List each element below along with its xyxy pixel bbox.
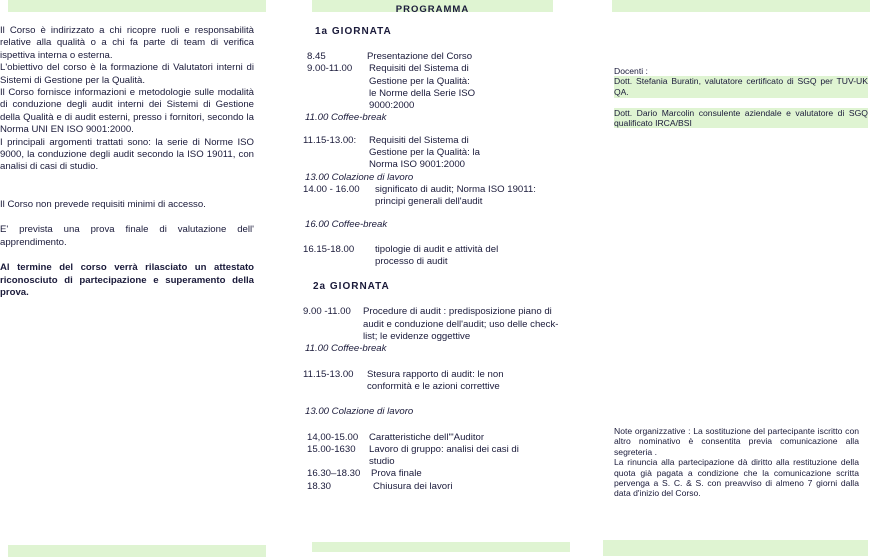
- top-bar-middle: [312, 0, 553, 15]
- schedule-row: 8.45 Presentazione del Corso: [307, 51, 473, 62]
- intro-text-6: E' prevista una prova finale di valutazione dell' apprendimento.: [0, 224, 254, 248]
- bottom-bar-left: [8, 545, 266, 557]
- schedule-row: 11.00 Coffee-break: [305, 112, 387, 124]
- docente-1: Dott. Stefania Buratin, valutatore certificato di SGQ per TUV-UK QA.: [614, 76, 868, 97]
- bottom-bar-right: [603, 540, 868, 556]
- schedule-row: 11.00 Coffee-break: [305, 343, 387, 355]
- schedule-row: 16.15-18.00 tipologie di audit e attività del processo di audit: [303, 243, 499, 268]
- note-cancellation: La rinuncia alla partecipazione dà diritto alla restituzione della quota già pagata a condizione che la comunicazione scritta pervenga a S. C. & S. con preavviso di almeno 7 giorni dalla data d'inizio del Corso.: [614, 457, 859, 499]
- schedule-row: 16.30–18.30 Prova finale: [307, 468, 422, 480]
- intro-text-5: Il Corso non prevede requisiti minimi di accesso.: [0, 198, 206, 210]
- schedule-row: 13.00 Colazione di lavoro: [305, 171, 414, 183]
- intro-text-4: I principali argomenti trattati sono: la serie di Norme ISO 9000, la conduzione degli audit secondo la ISO 19011, con analisi di casi di studio.: [0, 136, 254, 173]
- right-column: [614, 66, 868, 128]
- day-2-heading: 2a GIORNATA: [313, 281, 390, 293]
- docenti-label: Docenti :: [614, 66, 648, 76]
- note-substitution: Note organizzative : La sostituzione del partecipante iscritto con altro nominativo è consentita previa comunicazione alla segreteria .: [614, 426, 859, 457]
- schedule-row: 14.00 - 16.00 significato di audit; Norma ISO 19011: principi generali dell'audit: [303, 183, 536, 208]
- intro-text-2: L'obiettivo del corso è la formazione di Valutatori interni di Sistemi di Gestione per la Qualità.: [0, 62, 254, 86]
- intro-text-3: Il Corso fornisce informazioni e metodologie sulle modalità di conduzione degli audit interni dei Sistemi di Gestione della Qualità e di audit esterni, presso i fornitori, secondo la Norma UNI EN ISO 9001:2000.: [0, 87, 254, 136]
- schedule-row: 9.00-11.00 Requisiti del Sistema di Gestione per la Qualità: le Norme della Serie ISO 9000:2000: [307, 63, 476, 112]
- left-column: [0, 25, 254, 299]
- top-bar-right: [612, 0, 870, 12]
- intro-text-1: Il Corso è indirizzato a chi ricopre ruoli e responsabilità relative alla qualità o a chi fa parte di team di verifica ispettiva interna o esterna.: [0, 25, 254, 61]
- schedule-row: 9.00 -11.00 Procedure di audit : predisposizione piano di audit e conduzione dell'audit; uso delle check-list; le evidenze oggettive: [303, 306, 559, 343]
- schedule-row: 11.15-13.00 Stesura rapporto di audit: le non conformità e le azioni correttive: [303, 368, 504, 392]
- docente-2: Dott. Dario Marcolin consulente aziendale e valutatore di SGQ qualificato IRCA/BSI: [614, 108, 868, 128]
- bottom-bar-middle: [312, 542, 570, 552]
- middle-column: [303, 26, 568, 493]
- intro-text-7: Al termine del corso verrà rilasciato un attestato riconosciuto di partecipazione e superamento della prova.: [0, 262, 254, 298]
- schedule-row: 11.15-13.00: Requisiti del Sistema di Gestione per la Qualità: la Norma ISO 9001:2000: [303, 134, 480, 171]
- notes-block: [614, 426, 859, 499]
- schedule-row: 16.00 Coffee-break: [305, 218, 388, 230]
- schedule-row: 15.00-1630 Lavoro di gruppo: analisi dei casi di studio: [307, 443, 519, 468]
- schedule-row: 18.30 Chiusura dei lavori: [307, 480, 453, 492]
- program-title: PROGRAMMA: [395, 4, 470, 15]
- top-bar-left: [8, 0, 266, 12]
- schedule-row: 14,00-15.00 Caratteristiche dell'"Auditor: [307, 431, 485, 443]
- day-1-heading: 1a GIORNATA: [315, 26, 392, 37]
- schedule-row: 13.00 Colazione di lavoro: [305, 406, 414, 418]
